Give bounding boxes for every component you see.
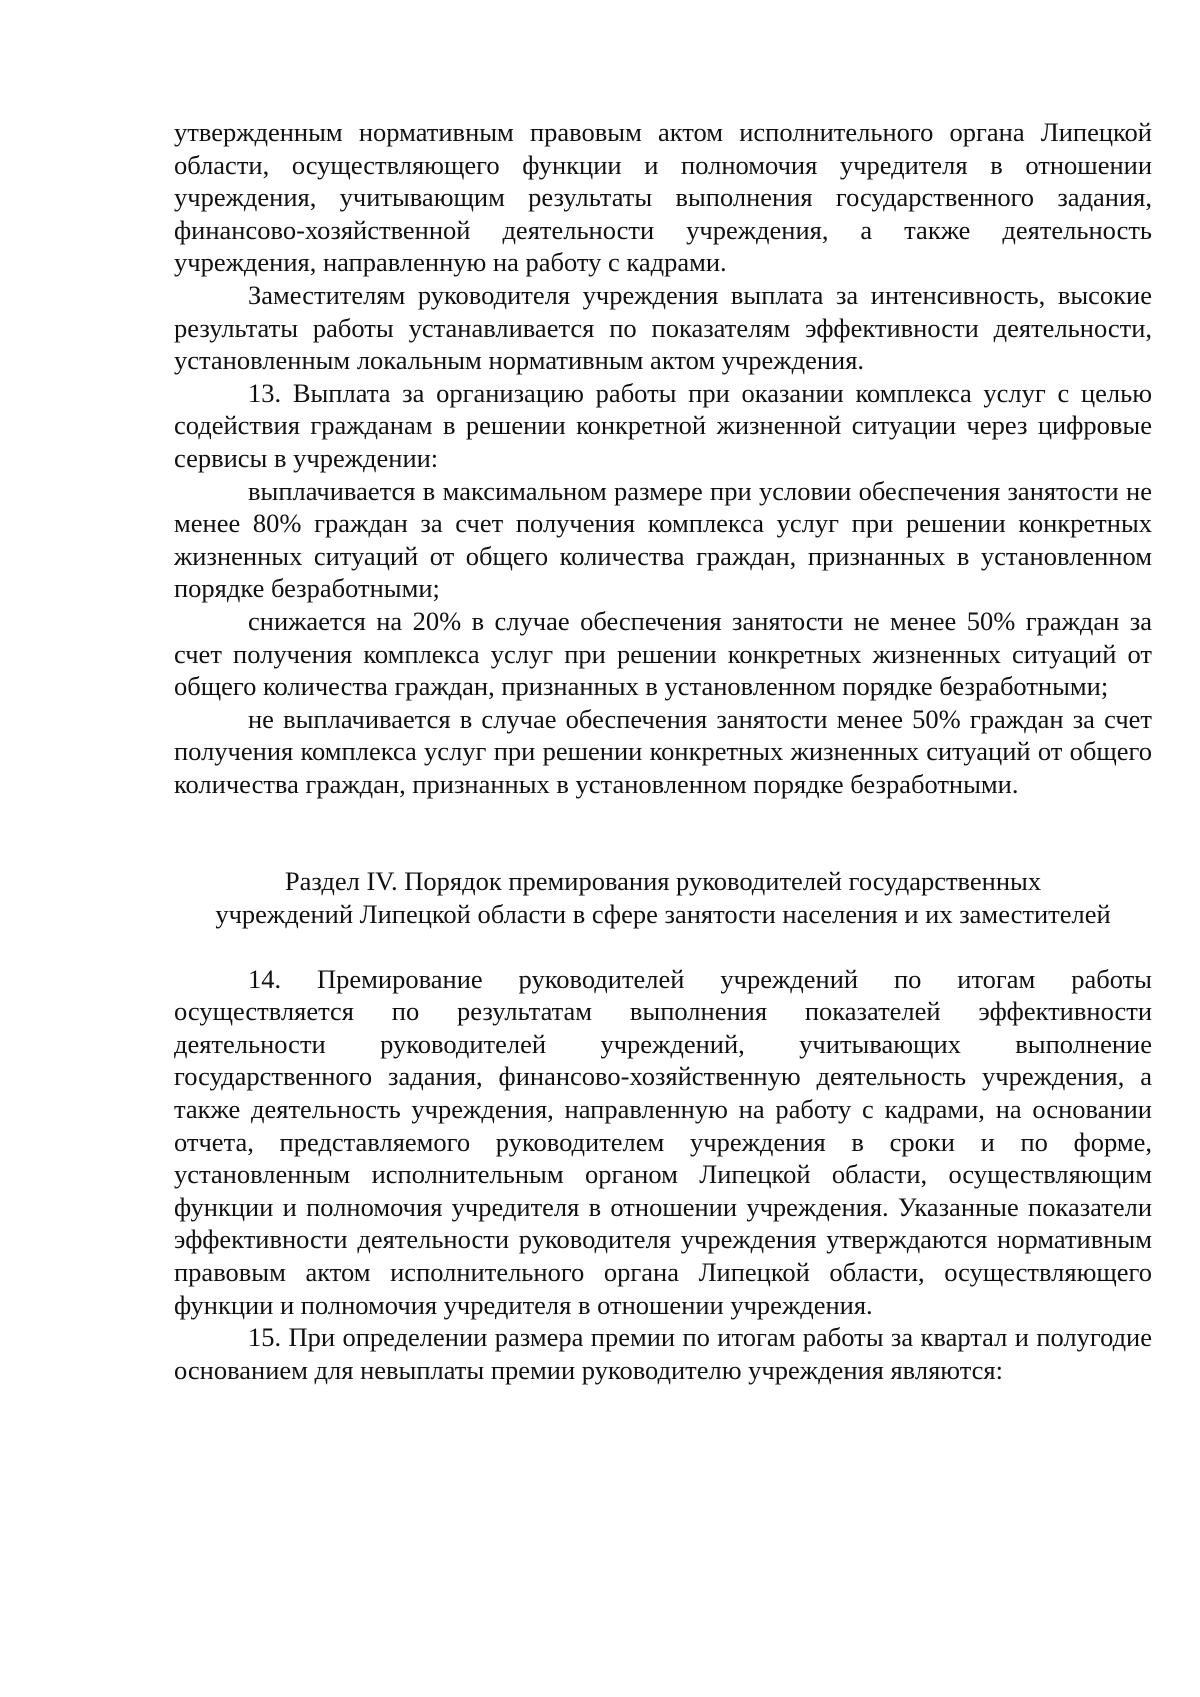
- paragraph-continuation: утвержденным нормативным правовым актом исполнительного органа Липецкой области, осуществляющего функции и полномочия учредителя в отношении учреждения, учитывающим результаты выполнения государственного задания, финансово-хозяйственной деятельности учреждения, а также деятельность учреждения, направленную на работу с кадрами.: [174, 117, 1152, 278]
- paragraph-not-paid: не выплачивается в случае обеспечения занятости менее 50% граждан за счет получения комплекса услуг при решении конкретных жизненных ситуаций от общего количества граждан, признанных в установленном порядке безработными.: [174, 703, 1152, 799]
- section-heading-line-1: Раздел IV. Порядок премирования руководителей государственных: [284, 866, 1042, 897]
- spacer: [174, 931, 1152, 963]
- section-heading: [174, 865, 1152, 930]
- section-heading-line-2: учреждений Липецкой области в сфере занятости населения и их заместителей: [215, 899, 1111, 930]
- paragraph-item-13: 13. Выплата за организацию работы при оказании комплекса услуг с целью содействия гражданам в решении конкретной жизненной ситуации через цифровые сервисы в учреждении:: [174, 377, 1152, 473]
- paragraph-reduced-20: снижается на 20% в случае обеспечения занятости не менее 50% граждан за счет получения комплекса услуг при решении конкретных жизненных ситуаций от общего количества граждан, признанных в установленном порядке безработными;: [174, 605, 1152, 702]
- paragraph-paid-max: выплачивается в максимальном размере при условии обеспечения занятости не менее 80% граждан за счет получения комплекса услуг при решении конкретных жизненных ситуаций от общего количества граждан, признанных в установленном порядке безработными;: [174, 475, 1152, 604]
- paragraph-item-15: 15. При определении размера премии по итогам работы за квартал и полугодие основанием для невыплаты премии руководителю учреждения являются:: [174, 1322, 1152, 1385]
- paragraph-item-14: 14. Премирование руководителей учреждений по итогам работы осуществляется по результатам выполнения показателей эффективности деятельности руководителей учреждений, учитывающих выполнение государственного задания, финансово-хозяйственную деятельность учреждения, а также деятельность учреждения, направленную на работу с кадрами, на основании отчета, представляемого руководителем учреждения в сроки и по форме, установленным исполнительным органом Липецкой области, осуществляющим функции и полномочия учредителя в отношении учреждения. Указанные показатели эффективности деятельности руководителя учреждения утверждаются нормативным правовым актом исполнительного органа Липецкой области, осуществляющего функции и полномочия учредителя в отношении учреждения.: [174, 963, 1152, 1320]
- spacer: [174, 800, 1152, 865]
- document-body: [174, 116, 1152, 1386]
- paragraph-deputies-payment: Заместителям руководителя учреждения выплата за интенсивность, высокие результаты работы устанавливается по показателям эффективности деятельности, установленным локальным нормативным актом учреждения.: [174, 279, 1152, 376]
